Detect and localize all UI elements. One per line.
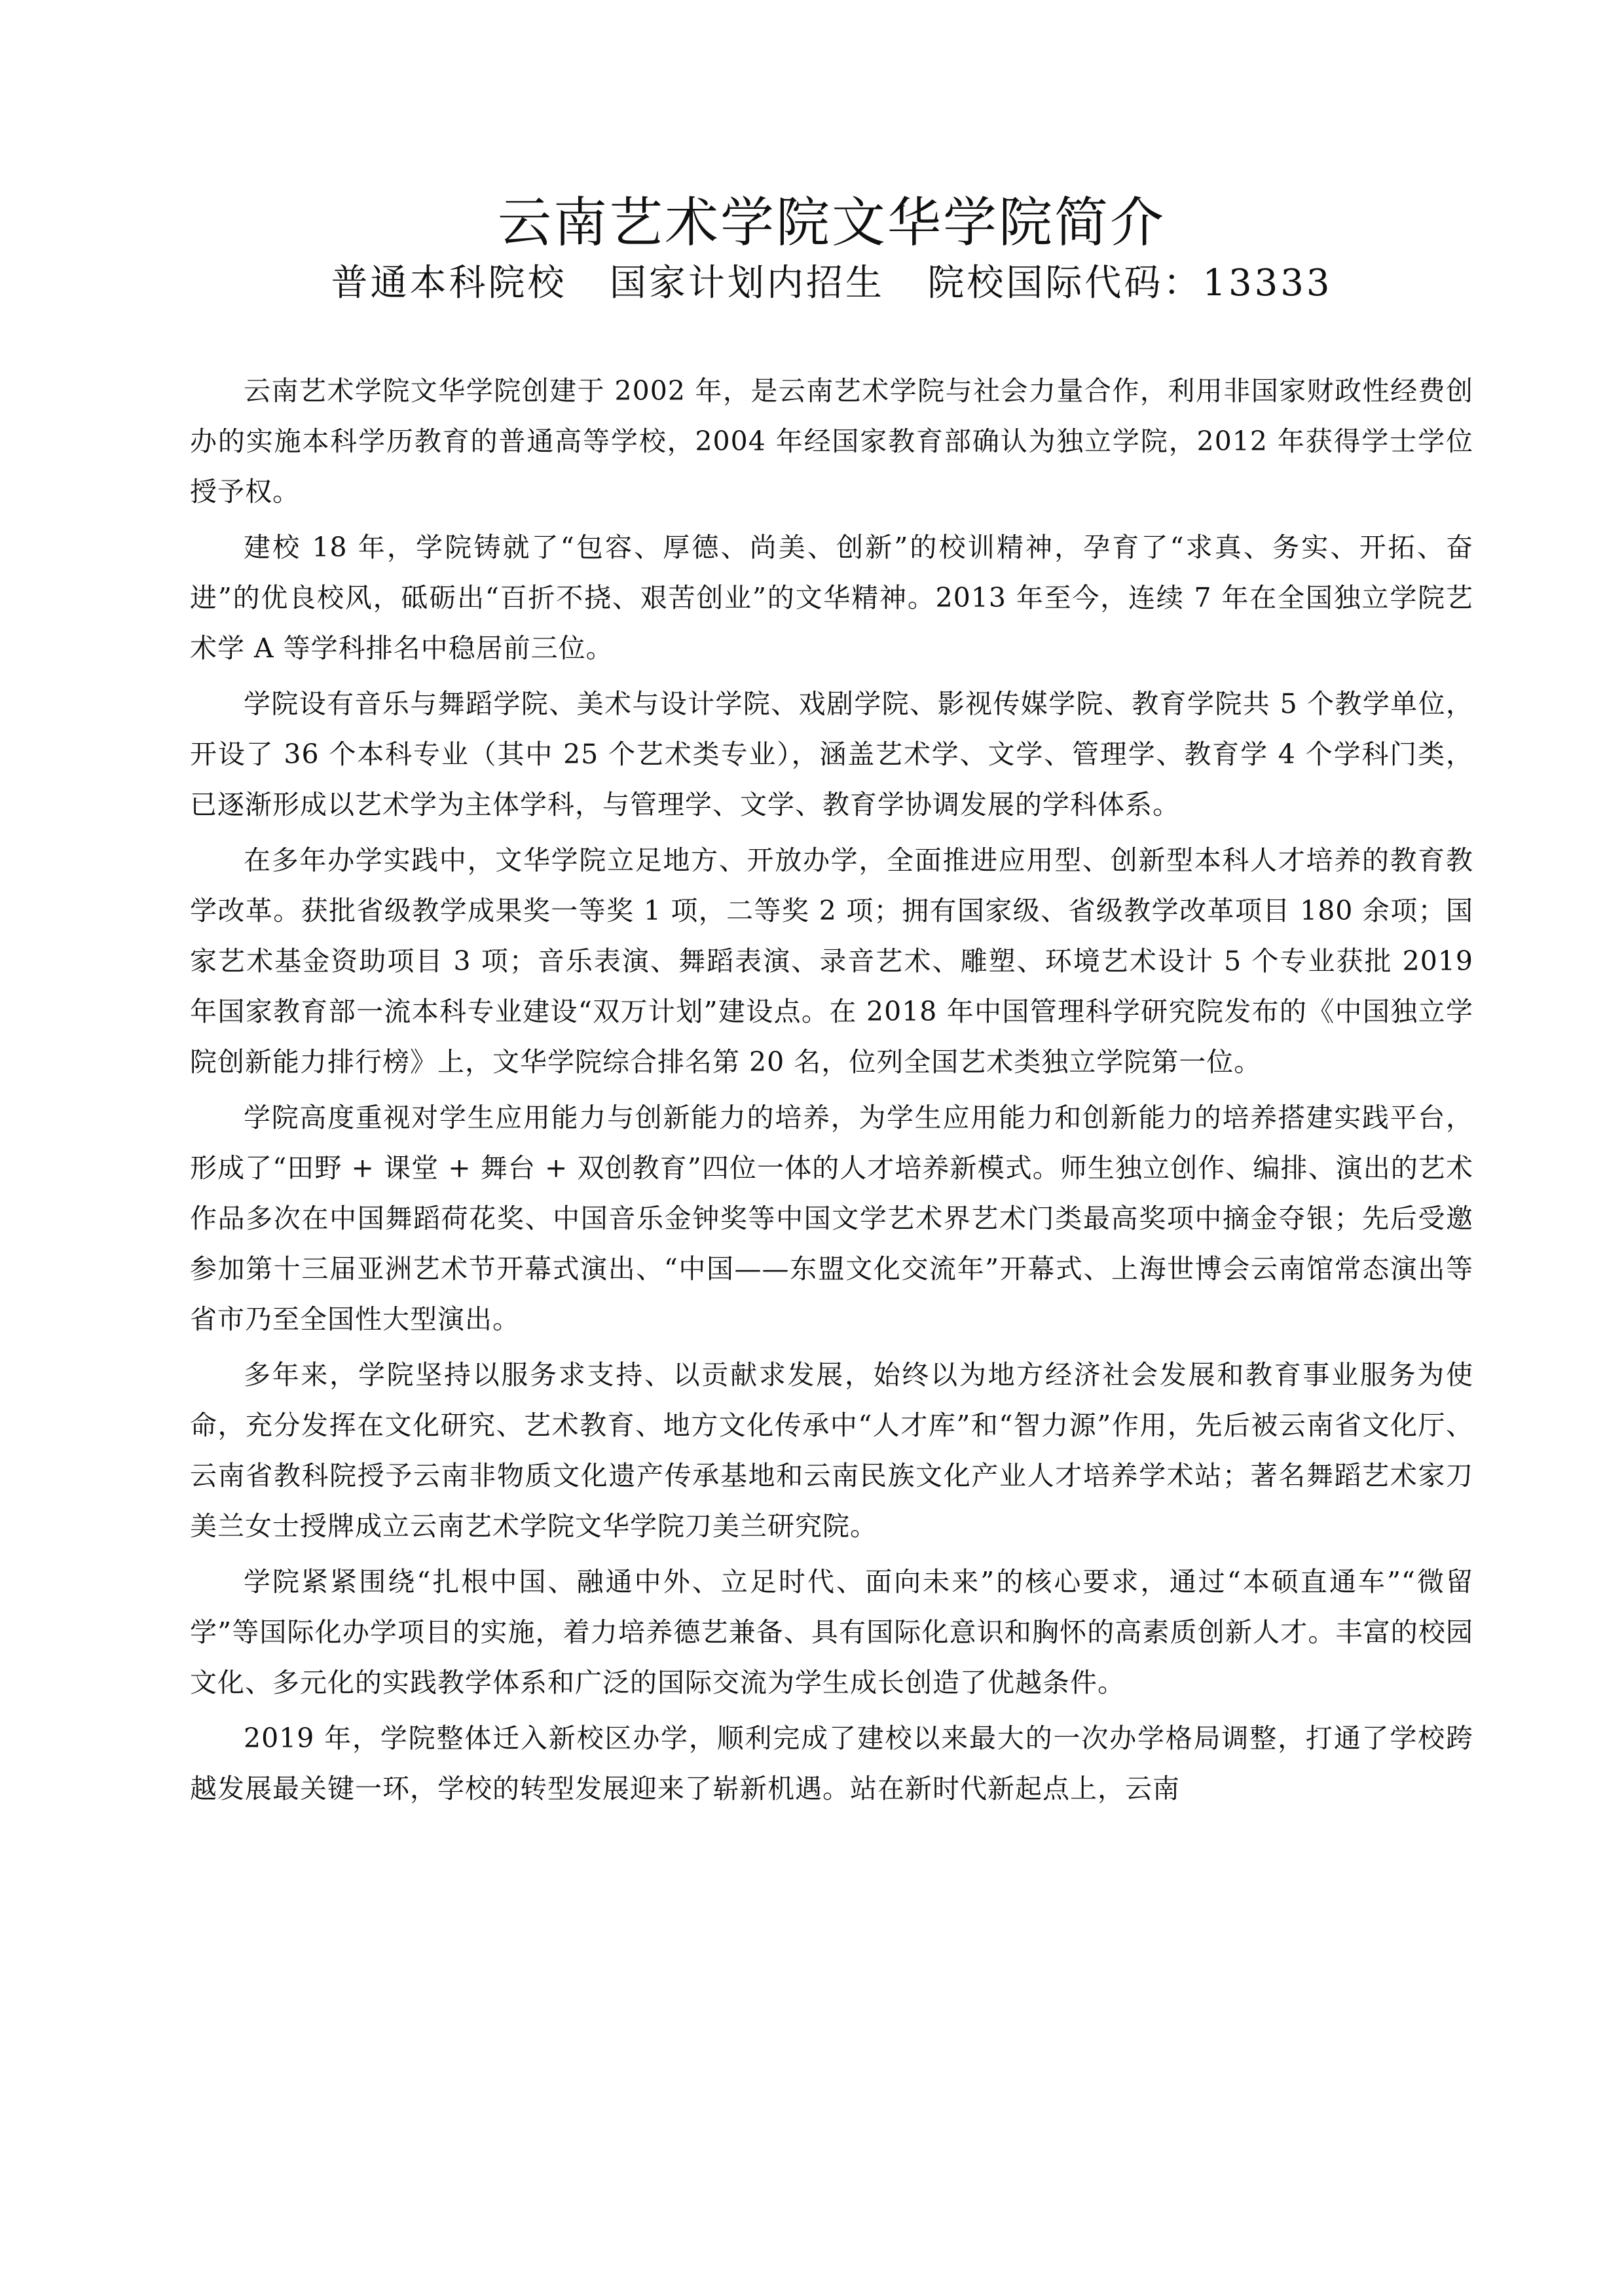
paragraph-school-spirit: 建校 18 年，学院铸就了“包容、厚德、尚美、创新”的校训精神，孕育了“求真、务实、开拓、奋进”的优良校风，砥砺出“百折不挠、艰苦创业”的文华精神。2013 年至今，连续 7 年在全国独立学院艺术学 A 等学科排名中稳居前三位。	[190, 532, 1473, 665]
paragraph-departments: 学院设有音乐与舞蹈学院、美术与设计学院、戏剧学院、影视传媒学院、教育学院共 5 个教学单位，开设了 36 个本科专业（其中 25 个艺术类专业），涵盖艺术学、文学、管理学、教育学 4 个学科门类，已逐渐形成以艺术学为主体学科，与管理学、文学、教育学协调发展的学科体系。	[190, 688, 1473, 821]
paragraph-founding: 云南艺术学院文华学院创建于 2002 年，是云南艺术学院与社会力量合作，利用非国家财政性经费创办的实施本科学历教育的普通高等学校，2004 年经国家教育部确认为独立学院，2012 年获得学士学位授予权。	[190, 375, 1473, 508]
document-title: 云南艺术学院文华学院简介	[497, 192, 1166, 254]
paragraph-achievements: 在多年办学实践中，文华学院立足地方、开放办学，全面推进应用型、创新型本科人才培养的教育教学改革。获批省级教学成果奖一等奖 1 项，二等奖 2 项；拥有国家级、省级教学改革项目 180 余项；国家艺术基金资助项目 3 项；音乐表演、舞蹈表演、录音艺术、雕塑、环境艺术设计 5 个专业获批 2019 年国家教育部一流本科专业建设“双万计划”建设点。在 2018 年中国管理科学研究院发布的《中国独立学院创新能力排行榜》上，文华学院综合排名第 20 名，位列全国艺术类独立学院第一位。	[190, 845, 1473, 1078]
paragraph-new-campus: 2019 年，学院整体迁入新校区办学，顺利完成了建校以来最大的一次办学格局调整，打通了学校跨越发展最关键一环，学校的转型发展迎来了崭新机遇。站在新时代新起点上，云南	[190, 1722, 1473, 1805]
paragraph-social-service: 多年来，学院坚持以服务求支持、以贡献求发展，始终以为地方经济社会发展和教育事业服务为使命，充分发挥在文化研究、艺术教育、地方文化传承中“人才库”和“智力源”作用，先后被云南省文化厅、云南省教科院授予云南非物质文化遗产传承基地和云南民族文化产业人才培养学术站；著名舞蹈艺术家刀美兰女士授牌成立云南艺术学院文华学院刀美兰研究院。	[190, 1359, 1473, 1542]
document-page	[190, 190, 1473, 2246]
paragraph-talent-training: 学院高度重视对学生应用能力与创新能力的培养，为学生应用能力和创新能力的培养搭建实践平台，形成了“田野 + 课堂 + 舞台 + 双创教育”四位一体的人才培养新模式。师生独立创作、编排、演出的艺术作品多次在中国舞蹈荷花奖、中国音乐金钟奖等中国文学艺术界艺术门类最高奖项中摘金夺银；先后受邀参加第十三届亚洲艺术节开幕式演出、“中国——东盟文化交流年”开幕式、上海世博会云南馆常态演出等省市乃至全国性大型演出。	[190, 1102, 1473, 1336]
paragraph-internationalization: 学院紧紧围绕“扎根中国、融通中外、立足时代、面向未来”的核心要求，通过“本硕直通车”“微留学”等国际化办学项目的实施，着力培养德艺兼备、具有国际化意识和胸怀的高素质创新人才。丰富的校园文化、多元化的实践教学体系和广泛的国际交流为学生成长创造了优越条件。	[190, 1566, 1473, 1699]
document-body	[190, 366, 1473, 1814]
document-subtitle: 普通本科院校 国家计划内招生 院校国际代码：13333	[331, 261, 1333, 304]
